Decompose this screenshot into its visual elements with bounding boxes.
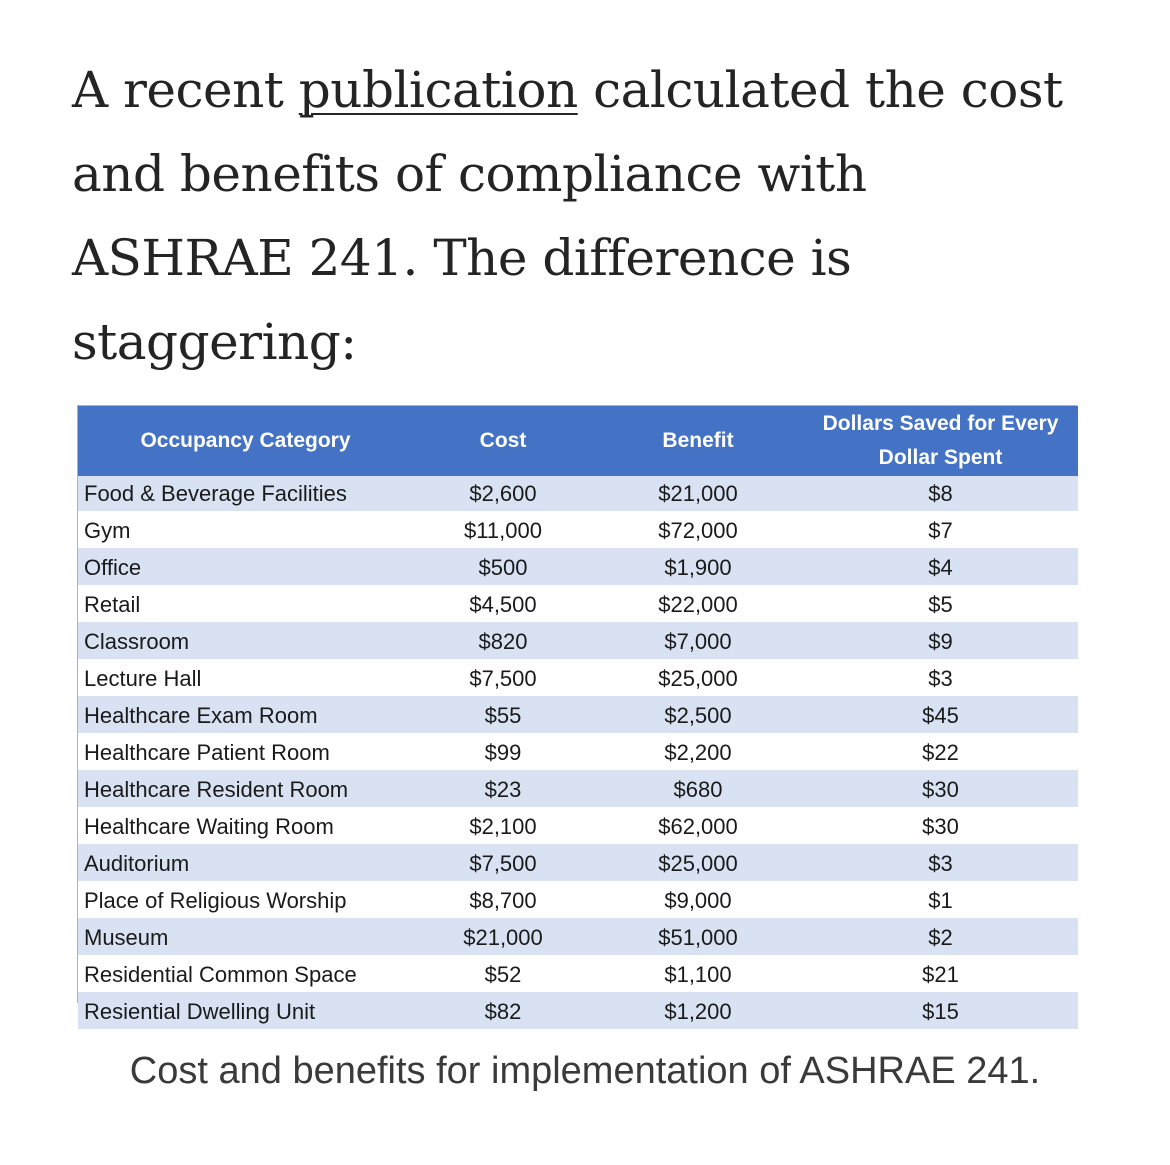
table-row — [78, 919, 1078, 956]
table-header-row — [78, 406, 1078, 476]
cost-benefit-table-image — [77, 405, 1077, 1024]
cost-cell: $4,500 — [413, 586, 593, 623]
table-row — [78, 882, 1078, 919]
table-row — [78, 956, 1078, 993]
occupancy-category-cell: Place of Religious Worship — [78, 882, 413, 919]
table-row — [78, 993, 1078, 1030]
benefit-cell: $62,000 — [593, 808, 803, 845]
table-row — [78, 623, 1078, 660]
benefit-cell: $72,000 — [593, 512, 803, 549]
cost-cell: $820 — [413, 623, 593, 660]
header-cost: Cost — [413, 406, 593, 476]
dollars-saved-cell: $1 — [803, 882, 1078, 919]
occupancy-category-cell: Office — [78, 549, 413, 586]
dollars-saved-cell: $15 — [803, 993, 1078, 1030]
cost-benefit-table — [78, 406, 1078, 1031]
table-row — [78, 697, 1078, 734]
benefit-cell: $9,000 — [593, 882, 803, 919]
publication-link[interactable]: publication — [298, 61, 578, 119]
image-caption: Cost and benefits for implementation of ASHRAE 241. — [129, 1050, 1041, 1092]
occupancy-category-cell: Healthcare Patient Room — [78, 734, 413, 771]
dollars-saved-cell: $9 — [803, 623, 1078, 660]
benefit-cell: $1,100 — [593, 956, 803, 993]
dollars-saved-cell: $22 — [803, 734, 1078, 771]
dollars-saved-cell: $4 — [803, 549, 1078, 586]
table-row — [78, 476, 1078, 512]
dollars-saved-cell: $2 — [803, 919, 1078, 956]
benefit-cell: $22,000 — [593, 586, 803, 623]
dollars-saved-cell: $3 — [803, 845, 1078, 882]
header-dollars-saved — [803, 406, 1078, 476]
benefit-cell: $1,900 — [593, 549, 803, 586]
header-dollars-saved-line1: Dollars Saved for Every — [822, 412, 1059, 435]
benefit-cell: $1,200 — [593, 993, 803, 1030]
table-row — [78, 808, 1078, 845]
intro-text-after: calculated the cost and benefits of compliance with ASHRAE 241. The difference is staggering: — [72, 61, 1063, 371]
intro-paragraph — [72, 48, 1092, 384]
cost-cell: $7,500 — [413, 660, 593, 697]
occupancy-category-cell: Residential Common Space — [78, 956, 413, 993]
cost-cell: $99 — [413, 734, 593, 771]
occupancy-category-cell: Healthcare Resident Room — [78, 771, 413, 808]
dollars-saved-cell: $30 — [803, 808, 1078, 845]
table-row — [78, 549, 1078, 586]
dollars-saved-cell: $30 — [803, 771, 1078, 808]
table-row — [78, 586, 1078, 623]
dollars-saved-cell: $5 — [803, 586, 1078, 623]
cost-cell: $2,100 — [413, 808, 593, 845]
table-row — [78, 512, 1078, 549]
table-row — [78, 734, 1078, 771]
dollars-saved-cell: $8 — [803, 476, 1078, 512]
occupancy-category-cell: Healthcare Exam Room — [78, 697, 413, 734]
dollars-saved-cell: $45 — [803, 697, 1078, 734]
occupancy-category-cell: Food & Beverage Facilities — [78, 476, 413, 512]
occupancy-category-cell: Classroom — [78, 623, 413, 660]
occupancy-category-cell: Healthcare Waiting Room — [78, 808, 413, 845]
cost-cell: $23 — [413, 771, 593, 808]
occupancy-category-cell: Museum — [78, 919, 413, 956]
table-row — [78, 845, 1078, 882]
table-row — [78, 771, 1078, 808]
cost-cell: $7,500 — [413, 845, 593, 882]
benefit-cell: $51,000 — [593, 919, 803, 956]
occupancy-category-cell: Retail — [78, 586, 413, 623]
dollars-saved-cell: $21 — [803, 956, 1078, 993]
dollars-saved-cell: $3 — [803, 660, 1078, 697]
header-benefit: Benefit — [593, 406, 803, 476]
cost-cell: $500 — [413, 549, 593, 586]
benefit-cell: $2,500 — [593, 697, 803, 734]
header-dollars-saved-line2: Dollar Spent — [878, 446, 1003, 469]
occupancy-category-cell: Lecture Hall — [78, 660, 413, 697]
intro-text-before: A recent — [72, 61, 299, 119]
cost-cell: $55 — [413, 697, 593, 734]
cost-cell: $2,600 — [413, 476, 593, 512]
cost-cell: $52 — [413, 956, 593, 993]
benefit-cell: $7,000 — [593, 623, 803, 660]
benefit-cell: $680 — [593, 771, 803, 808]
cost-cell: $11,000 — [413, 512, 593, 549]
dollars-saved-cell: $7 — [803, 512, 1078, 549]
cost-cell: $8,700 — [413, 882, 593, 919]
table-body — [78, 476, 1078, 1030]
cost-cell: $21,000 — [413, 919, 593, 956]
cost-cell: $82 — [413, 993, 593, 1030]
occupancy-category-cell: Resiential Dwelling Unit — [78, 993, 413, 1030]
occupancy-category-cell: Auditorium — [78, 845, 413, 882]
benefit-cell: $25,000 — [593, 660, 803, 697]
header-occupancy-category: Occupancy Category — [78, 406, 413, 476]
table-row — [78, 660, 1078, 697]
benefit-cell: $21,000 — [593, 476, 803, 512]
benefit-cell: $2,200 — [593, 734, 803, 771]
benefit-cell: $25,000 — [593, 845, 803, 882]
occupancy-category-cell: Gym — [78, 512, 413, 549]
